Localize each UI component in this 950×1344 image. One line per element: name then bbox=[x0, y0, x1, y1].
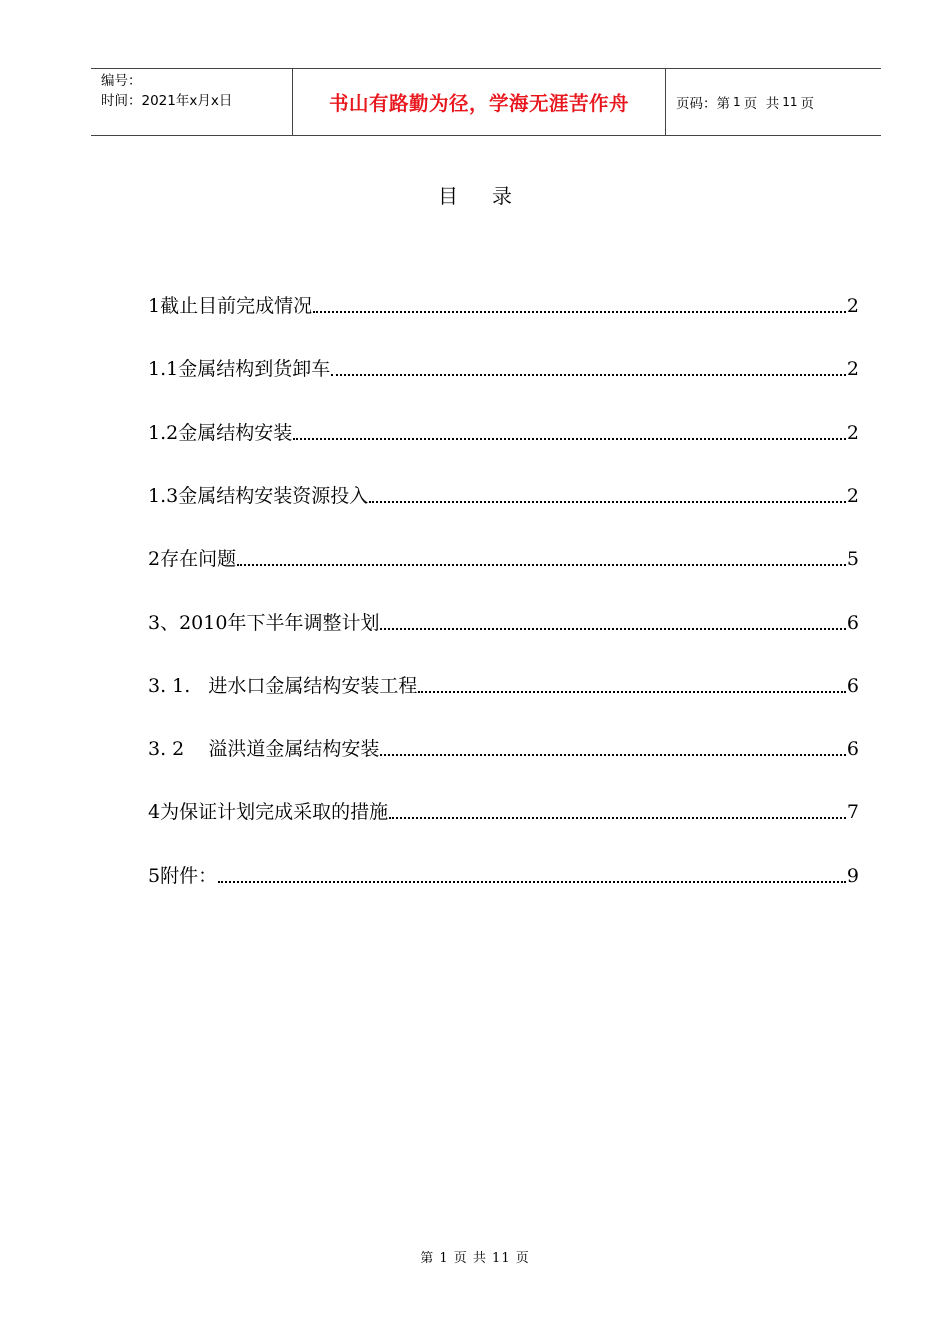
header-motto: 书山有路勤为径，学海无涯苦作舟 bbox=[293, 69, 666, 135]
toc-dot-leader bbox=[331, 373, 846, 376]
toc-entry-label: 3. 1. 进水口金属结构安装工程 bbox=[148, 674, 418, 697]
header-meta bbox=[91, 69, 293, 135]
toc-dot-leader bbox=[380, 753, 845, 756]
page-current: 1 bbox=[733, 95, 741, 109]
toc-entry-label: 3、2010年下半年调整计划 bbox=[148, 611, 380, 634]
toc-entry-page: 6 bbox=[846, 611, 859, 634]
toc-entry[interactable] bbox=[148, 672, 859, 700]
toc-dot-leader bbox=[389, 816, 846, 819]
toc-title bbox=[0, 180, 950, 209]
toc-entry[interactable] bbox=[148, 798, 859, 826]
code-label: 编号： bbox=[101, 73, 142, 89]
toc-entry-page: 5 bbox=[846, 548, 859, 571]
toc-entry-page: 2 bbox=[846, 484, 859, 507]
page-suffix: 页 bbox=[800, 96, 815, 112]
toc-title-right: 录 bbox=[492, 184, 512, 208]
toc-entry[interactable] bbox=[148, 735, 859, 763]
page-total: 11 bbox=[782, 95, 798, 109]
toc-entry-label: 1.3金属结构安装资源投入 bbox=[148, 484, 369, 507]
toc-entry-page: 2 bbox=[846, 358, 859, 381]
toc-entry-page: 7 bbox=[846, 801, 859, 824]
toc-entry-page: 6 bbox=[846, 674, 859, 697]
toc-entry[interactable] bbox=[148, 482, 859, 510]
toc-entry-label: 1.2金属结构安装 bbox=[148, 421, 293, 444]
toc-dot-leader bbox=[293, 437, 846, 440]
toc-entry-label: 4为保证计划完成采取的措施 bbox=[148, 801, 389, 824]
toc-entry-label: 5附件： bbox=[148, 864, 218, 887]
toc-dot-leader bbox=[218, 880, 846, 883]
toc-entry-label: 3. 2 溢洪道金属结构安装 bbox=[148, 738, 380, 761]
toc-entry[interactable] bbox=[148, 419, 859, 447]
toc-dot-leader bbox=[418, 690, 845, 693]
page-prefix: 页码：第 bbox=[676, 96, 730, 112]
page-header bbox=[91, 68, 881, 136]
toc-entry[interactable] bbox=[148, 545, 859, 573]
toc-entry-page: 9 bbox=[846, 864, 859, 887]
toc-dot-leader bbox=[369, 500, 846, 503]
toc-dot-leader bbox=[313, 310, 846, 313]
toc-entry[interactable] bbox=[148, 355, 859, 383]
toc-title-left: 目 bbox=[438, 184, 458, 208]
toc-entry-label: 2存在问题 bbox=[148, 548, 237, 571]
toc-entry-page: 6 bbox=[846, 738, 859, 761]
toc-entry-page: 2 bbox=[846, 421, 859, 444]
toc-dot-leader bbox=[380, 627, 845, 630]
time-label: 时间：2021年x月x日 bbox=[101, 93, 233, 109]
page-mid: 页 共 bbox=[743, 96, 780, 112]
toc-entry[interactable] bbox=[148, 292, 859, 320]
page-footer: 第 1 页 共 11 页 bbox=[420, 1251, 530, 1266]
toc-entry[interactable] bbox=[148, 609, 859, 637]
toc-dot-leader bbox=[237, 563, 846, 566]
toc-entry[interactable] bbox=[148, 862, 859, 890]
toc-entry-page: 2 bbox=[846, 295, 859, 317]
toc-entry-label: 1.1金属结构到货卸车 bbox=[148, 358, 331, 381]
header-page-info bbox=[666, 69, 881, 135]
toc-entry-label: 1截止目前完成情况 bbox=[148, 295, 313, 317]
